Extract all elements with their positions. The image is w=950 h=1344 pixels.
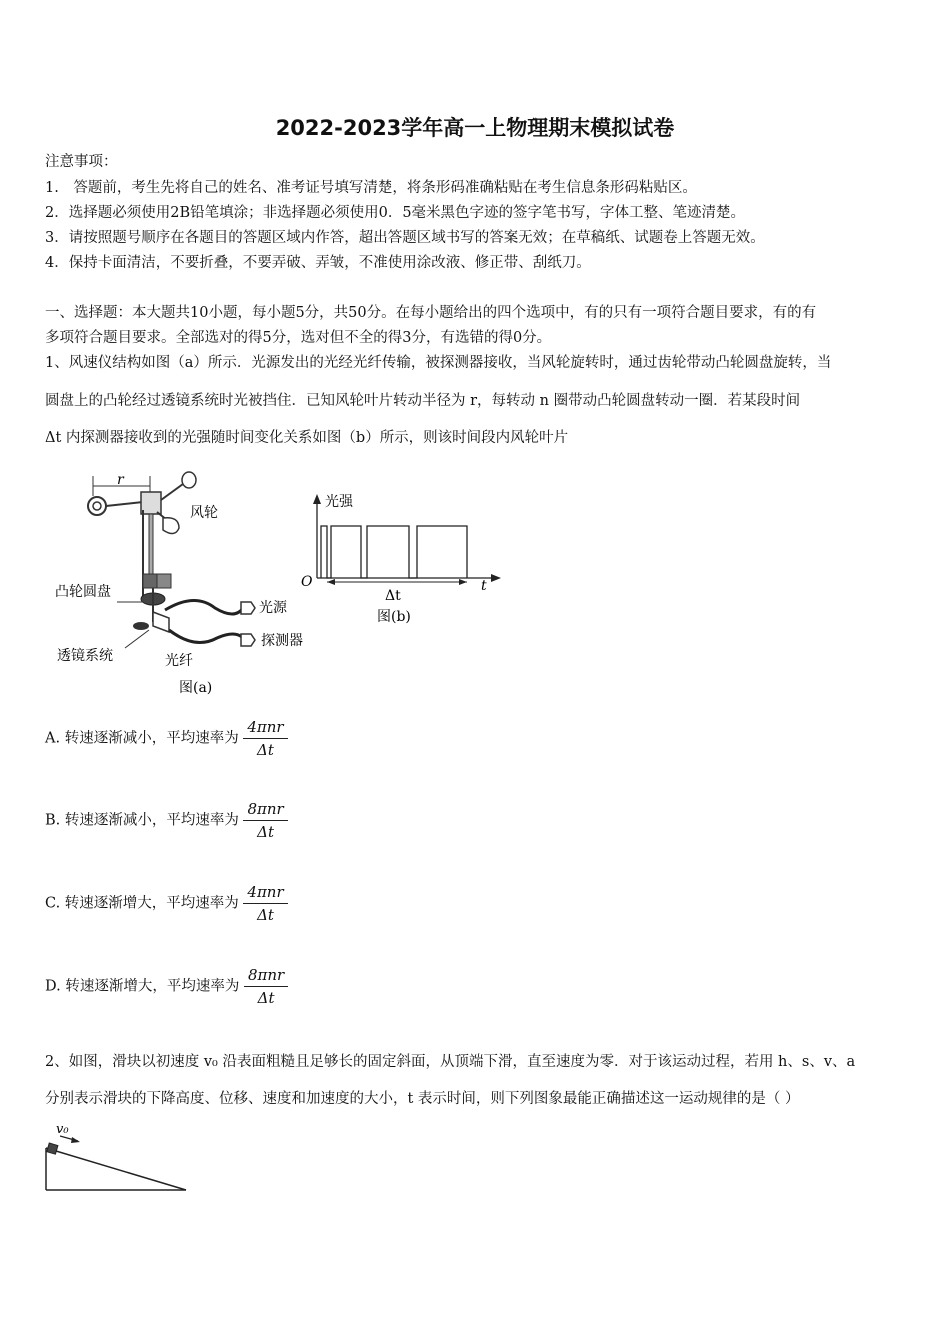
question-1-line-1: 1、风速仪结构如图（a）所示．光源发出的光经光纤传输，被探测器接收，当风轮旋转时，通过齿轮带动凸轮圆盘旋转，当 bbox=[45, 355, 832, 371]
notice-item-2: 2．选择题必须使用2B铅笔填涂；非选择题必须使用0．5毫米黑色字迹的签字笔书写，字体工整、笔迹清楚。 bbox=[45, 205, 746, 221]
figure-a-caption: 图(a) bbox=[179, 680, 213, 696]
cam-disc-label: 凸轮圆盘 bbox=[55, 584, 111, 600]
figure-a-anemometer bbox=[45, 462, 335, 702]
option-a-fraction: $\frac{\text{4πnr}}{\Delta t}$ bbox=[243, 718, 287, 759]
option-b-text: B. 转速逐渐减小，平均速率为 bbox=[45, 812, 239, 829]
lens-system-label: 透镜系统 bbox=[57, 648, 113, 664]
pulse-waveform bbox=[321, 526, 467, 578]
option-b[interactable] bbox=[45, 800, 288, 841]
section-intro-line-1: 一、选择题：本大题共10小题，每小题5分，共50分。在每小题给出的四个选项中，有的只有一项符合题目要求，有的有 bbox=[45, 305, 817, 321]
detector-label: 探测器 bbox=[261, 633, 303, 649]
x-axis-label: t bbox=[481, 578, 487, 594]
radius-label: r bbox=[117, 472, 124, 488]
option-c[interactable] bbox=[45, 883, 288, 924]
figure-b-caption: 图(b) bbox=[377, 609, 411, 625]
interval-label: Δt bbox=[385, 588, 401, 604]
option-c-text: C. 转速逐渐增大，平均速率为 bbox=[45, 895, 239, 912]
notice-item-1: 1. 答题前，考生先将自己的姓名、准考证号填写清楚，将条形码准确粘贴在考生信息条形码粘贴区。 bbox=[45, 180, 697, 196]
question-2-line-2: 分别表示滑块的下降高度、位移、速度和加速度的大小，t 表示时间，则下列图象最能正确描述这一运动规律的是（ ） bbox=[45, 1091, 800, 1107]
notice-heading: 注意事项： bbox=[45, 154, 118, 170]
origin-label: O bbox=[301, 574, 313, 590]
wind-wheel-label: 风轮 bbox=[190, 505, 218, 521]
page-title: 2022-2023学年高一上物理期末模拟试卷 bbox=[275, 116, 675, 140]
light-source-label: 光源 bbox=[259, 600, 287, 616]
option-a-text: A. 转速逐渐减小，平均速率为 bbox=[45, 730, 239, 747]
y-axis-label: 光强 bbox=[325, 494, 353, 510]
figure-b-intensity-plot bbox=[295, 488, 505, 628]
initial-velocity-label: v₀ bbox=[56, 1122, 69, 1137]
option-d[interactable] bbox=[45, 966, 288, 1007]
slider-block bbox=[47, 1143, 58, 1154]
option-d-text: D. 转速逐渐增大，平均速率为 bbox=[45, 978, 240, 995]
question-1-line-3: Δt 内探测器接收到的光强随时间变化关系如图（b）所示，则该时间段内风轮叶片 bbox=[45, 430, 569, 446]
question-1-line-2: 圆盘上的凸轮经过透镜系统时光被挡住．已知风轮叶片转动半径为 r，每转动 n 圈带动凸轮圆盘转动一圈．若某段时间 bbox=[45, 393, 801, 409]
notice-item-3: 3．请按照题号顺序在各题目的答题区域内作答，超出答题区域书写的答案无效；在草稿纸、试题卷上答题无效。 bbox=[45, 230, 765, 246]
option-a[interactable] bbox=[45, 718, 288, 759]
notice-item-4: 4．保持卡面清洁，不要折叠，不要弄破、弄皱，不准使用涂改液、修正带、刮纸刀。 bbox=[45, 255, 591, 271]
fiber-label: 光纤 bbox=[165, 653, 193, 669]
option-b-fraction: $\frac{\text{8πnr}}{\Delta t}$ bbox=[243, 800, 287, 841]
option-c-fraction: $\frac{\text{4πnr}}{\Delta t}$ bbox=[243, 883, 287, 924]
option-d-fraction: $\frac{\text{8πnr}}{\Delta t}$ bbox=[244, 966, 288, 1007]
section-intro-line-2: 多项符合题目要求。全部选对的得5分，选对但不全的得3分，有选错的得0分。 bbox=[45, 330, 552, 346]
figure-incline bbox=[40, 1118, 200, 1198]
question-2-line-1: 2、如图，滑块以初速度 v₀ 沿表面粗糙且足够长的固定斜面，从顶端下滑，直至速度为零．对于该运动过程，若用 h、s、v、a bbox=[45, 1054, 856, 1070]
